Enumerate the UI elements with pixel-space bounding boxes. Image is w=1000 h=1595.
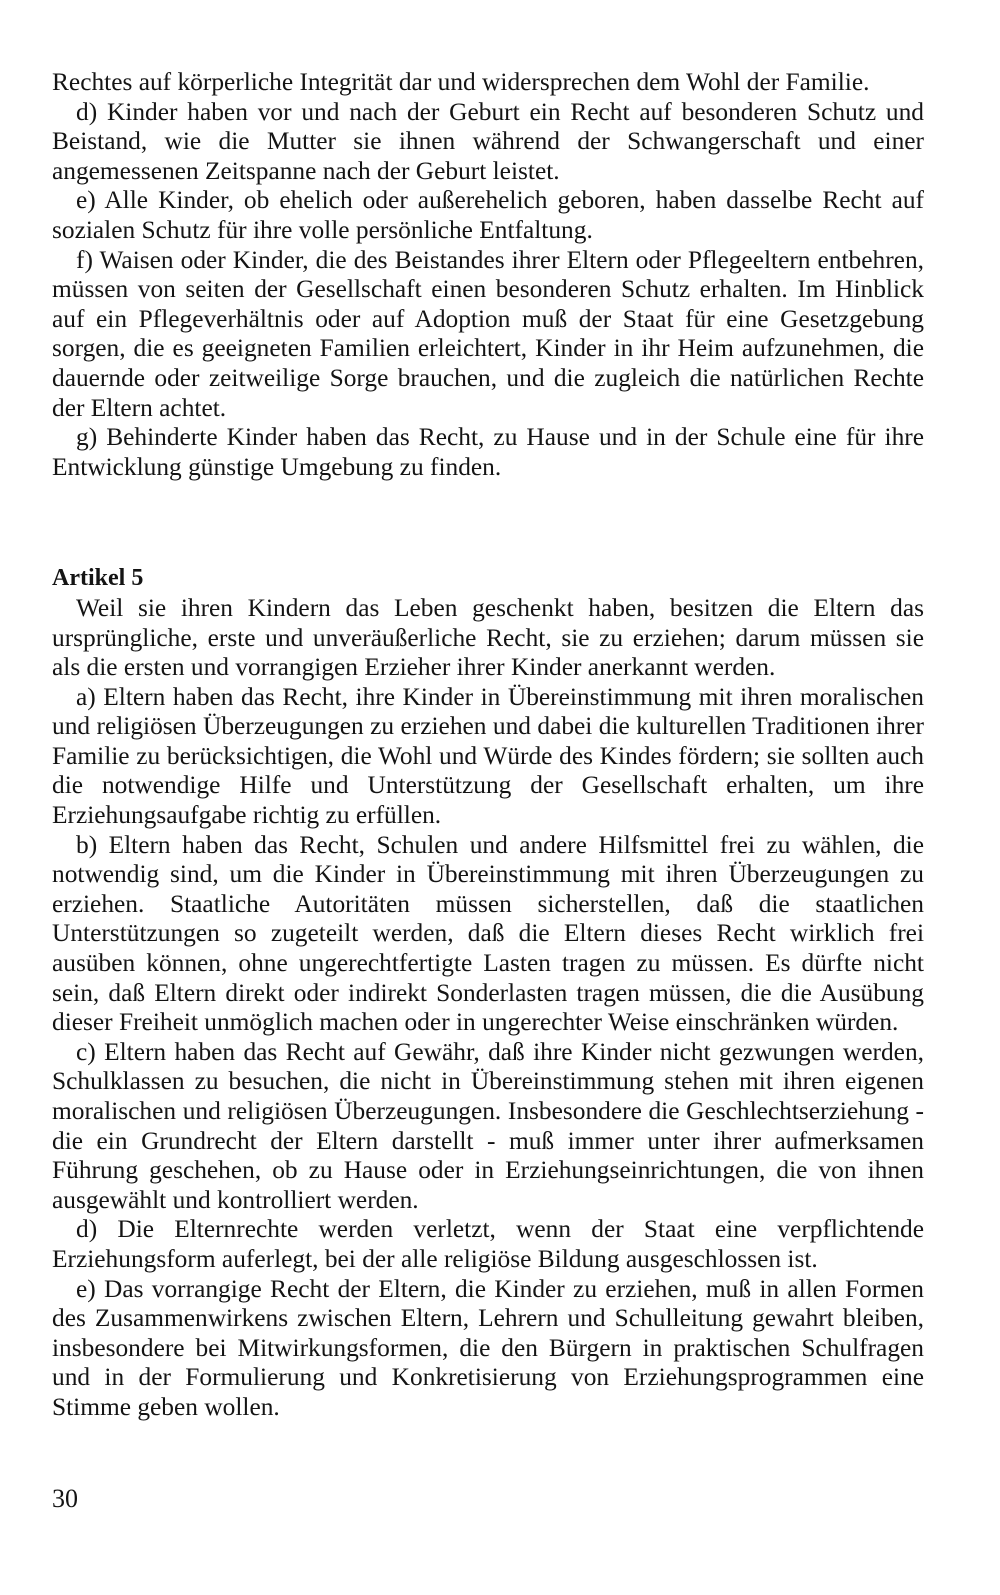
- paragraph-continuation: Rechtes auf körperliche Integrität dar und widersprechen dem Wohl der Familie.: [52, 68, 870, 96]
- article-heading: Artikel 5: [52, 565, 144, 592]
- document-page: [52, 68, 924, 1423]
- article-paragraph-e: e) Das vorrangige Recht der Eltern, die Kinder zu erziehen, muß in allen Formen des Zusammenwirkens zwischen Eltern, Lehrern und Schulleitung gewahrt bleiben, insbesondere bei Mitwirkungsformen, die den Bürgern in praktischen Schulfragen und in der Formulierung und Konkretisierung von Erziehungsprogrammen eine Stimme geben wollen.: [52, 1274, 924, 1421]
- paragraph-d: d) Kinder haben vor und nach der Geburt ein Recht auf besonderen Schutz und Beistand, wie die Mutter sie ihnen während der Schwangerschaft und einer angemessenen Zeitspanne nach der Geburt leistet.: [52, 97, 924, 185]
- article-intro: Weil sie ihren Kindern das Leben geschenkt haben, besitzen die Eltern das ursprüngliche, erste und unveräußerliche Recht, sie zu erziehen; darum müssen sie als die ersten und vorrangigen Erzieher ihrer Kinder anerkannt werden.: [52, 593, 924, 682]
- article-paragraph-b: b) Eltern haben das Recht, Schulen und andere Hilfsmittel frei zu wählen, die notwendig sind, um die Kinder in Übereinstimmung mit ihren Überzeugungen zu erziehen. Staatliche Autoritäten müssen sicherstellen, daß die staatlichen Unterstützungen so zugeteilt werden, daß die Eltern dieses Recht wirklich frei ausüben können, ohne ungerechtfertigte Lasten tragen zu müssen. Es dürfte nicht sein, daß Eltern direkt oder indirekt Sonderlasten tragen müssen, die die Ausübung dieser Freiheit unmöglich machen oder in ungerechter Weise einschränken würden.: [52, 830, 924, 1037]
- paragraph-e: e) Alle Kinder, ob ehelich oder außerehelich geboren, haben dasselbe Recht auf sozialen Schutz für ihre volle persönliche Entfaltung.: [52, 186, 924, 244]
- paragraph-g: g) Behinderte Kinder haben das Recht, zu Hause und in der Schule eine für ihre Entwicklung günstige Umgebung zu finden.: [52, 423, 924, 481]
- page-number: 30: [52, 1484, 78, 1513]
- article-paragraph-c: c) Eltern haben das Recht auf Gewähr, daß ihre Kinder nicht gezwungen werden, Schulklassen zu besuchen, die nicht in Übereinstimmung stehen mit ihren eigenen moralischen und religiösen Überzeugungen. Insbesondere die Geschlechtserziehung - die ein Grundrecht der Eltern darstellt - muß immer unter ihrer aufmerksamen Führung geschehen, ob zu Hause oder in Erziehungseinrichtungen, die von ihnen ausgewählt und kontrolliert werden.: [52, 1037, 924, 1214]
- section-spacer: [52, 482, 924, 564]
- article-paragraph-a: a) Eltern haben das Recht, ihre Kinder in Übereinstimmung mit ihren moralischen und religiösen Überzeugungen zu erziehen und dabei die kulturellen Traditionen ihrer Familie zu berücksichtigen, die Wohl und Würde des Kindes fördern; sie sollten auch die notwendige Hilfe und Unterstützung der Gesellschaft erhalten, um ihre Erziehungsaufgabe richtig zu erfüllen.: [52, 682, 924, 830]
- article-paragraph-d: d) Die Elternrechte werden verletzt, wenn der Staat eine verpflichtende Erziehungsform auferlegt, bei der alle religiöse Bildung ausgeschlossen ist.: [52, 1215, 924, 1273]
- paragraph-f: f) Waisen oder Kinder, die des Beistandes ihrer Eltern oder Pflegeeltern entbehren, müssen von seiten der Gesellschaft einen besonderen Schutz erhalten. Im Hinblick auf ein Pflegeverhältnis oder auf Adoption muß der Staat für eine Gesetzgebung sorgen, die es geeigneten Familien erleichtert, Kinder in ihr Heim aufzunehmen, die dauernde oder zeitweilige Sorge brauchen, und die zugleich die natürlichen Rechte der Eltern achtet.: [52, 245, 924, 422]
